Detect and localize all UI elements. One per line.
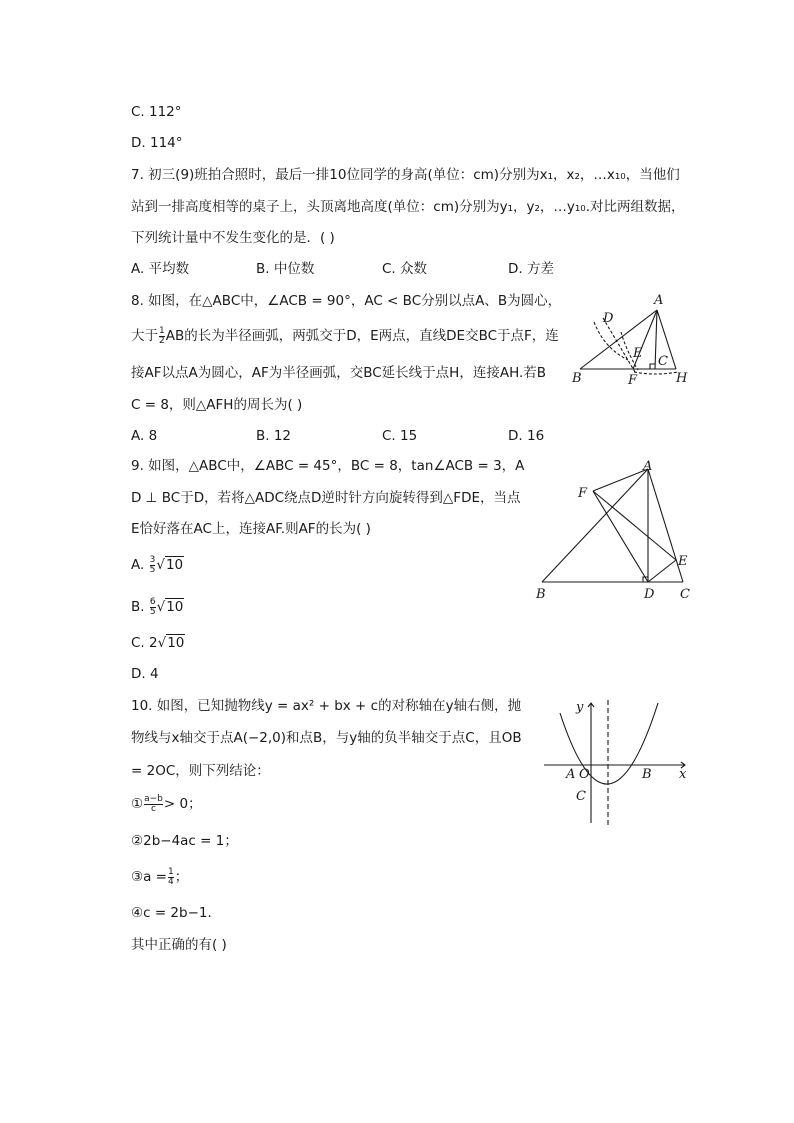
radicand: 10 [166,599,184,615]
q9-option-c [131,632,185,654]
label-o: O [579,767,590,782]
q8-text-line-2 [131,325,559,347]
fraction-numerator: a−b [144,793,163,804]
fraction-numerator: 3 [149,554,156,565]
label-b: B [642,767,652,782]
q7-text-line-2: 站到一排高度相等的桌子上，头顶离地高度(单位：cm)分别为y₁，y₂，…y₁₀.对比两组数据， [131,199,685,215]
label-d: D [644,587,655,602]
label-c: C [576,789,586,804]
q6-option-d: D. 114° [131,135,183,151]
q9-option-b-label: B. [131,599,145,615]
q10-conclusion-1 [131,793,202,815]
fraction-denominator: c [144,804,163,814]
label-x: x [679,767,687,782]
arc-fh [634,372,678,374]
q8-text-line-1: 8. 如图，在△ABC中，∠ACB = 90°，AC < BC分别以点A、B为圆心， [131,293,562,309]
q6-option-c: C. 112° [131,104,182,120]
label-b: B [572,371,582,386]
q10-question-ask: 其中正确的有( ) [131,937,227,953]
q8-line2-prefix: 大于 [131,328,158,344]
sqrt-sign: √ [157,635,167,651]
q9-option-a [131,554,184,576]
label-y: y [576,700,584,715]
sqrt-sign: √ [156,557,165,573]
q9-geometry-figure [526,455,696,605]
label-f: F [578,486,588,501]
q7-option-d: D. 方差 [508,261,554,277]
q8-text-line-4: C = 8，则△AFH的周长为( ) [131,397,303,413]
sqrt-sign: √ [156,599,166,615]
label-c: C [680,587,690,602]
one-half-fraction [159,327,165,346]
fraction-numerator: 1 [159,325,165,336]
q10-conclusion-4: ④c = 2b−1. [131,905,212,921]
q9-option-c-label: C. 2 [131,635,158,651]
q7-text-line-1: 7. 初三(9)班拍合照时，最后一排10位同学的身高(单位：cm)分别为x₁，x₂，…x₁₀，当他们 [131,167,680,183]
q10-c3-rest: ； [174,869,189,885]
q8-geometry-figure [566,290,706,390]
q10-parabola-figure [540,695,695,830]
q9-text-line-1: 9. 如图，△ABC中，∠ABC = 45°，BC = 8，tan∠ACB = 3，A [131,458,525,474]
label-a: A [643,459,653,474]
q8-option-a: A. 8 [131,428,158,444]
q7-option-b: B. 中位数 [256,261,315,277]
q9-option-a-fraction [150,556,156,575]
label-a: A [654,293,664,308]
radicand: 10 [165,557,184,573]
fraction-denominator: 2 [159,335,165,346]
segment-fa [593,469,648,491]
q9-text-line-2: D ⊥ BC于D，若将△ADC绕点D逆时针方向旋转得到△FDE，当点 [131,490,521,506]
q10-text-line-2: 物线与x轴交于点A(−2,0)和点B，与y轴的负半轴交于点C，且OB [131,730,522,746]
fraction-denominator: 4 [167,876,174,887]
q8-option-c: C. 15 [382,428,418,444]
right-angle-mark [650,364,655,369]
q10-c3-prefix: ③a = [131,869,167,885]
label-c: C [658,354,668,369]
label-b: B [536,587,546,602]
q7-option-c: C. 众数 [382,261,428,277]
q10-text-line-3: = 2OC，则下列结论： [131,763,270,779]
segment-fe [593,491,676,560]
q8-option-b: B. 12 [256,428,292,444]
q9-option-b-fraction [150,598,156,617]
circled-number-1: ① [131,796,144,812]
q10-conclusion-2: ②2b−4ac = 1； [131,833,238,849]
label-a: A [566,767,576,782]
fraction-numerator: 1 [167,866,174,877]
label-e: E [633,346,643,361]
label-f: F [628,373,638,388]
q10-c1-fraction [144,795,163,814]
label-h: H [676,371,688,386]
q8-line2-rest: AB的长为半径画弧，两弧交于D，E两点，直线DE交BC于点F，连 [165,328,559,344]
label-e: E [678,554,688,569]
segment-fd [593,491,648,582]
q9-option-b [131,596,184,618]
fraction-denominator: 5 [149,564,156,575]
one-quarter-fraction [168,868,174,887]
q7-option-a: A. 平均数 [131,261,190,277]
segment-ba [542,469,648,582]
q10-c1-rest: > 0； [163,796,202,812]
q8-text-line-3: 接AF以点A为圆心，AF为半径画弧，交BC延长线于点H，连接AH.若B [131,365,547,381]
q7-text-line-3: 下列统计量中不发生变化的是．( ) [131,230,335,246]
fraction-numerator: 6 [149,596,156,607]
radicand: 10 [167,635,185,651]
segment-ed [648,560,676,582]
q9-text-line-3: E恰好落在AC上，连接AF.则AF的长为( ) [131,521,371,537]
q9-option-a-label: A. [131,557,145,573]
segment-ac [655,310,657,369]
q9-option-d: D. 4 [131,666,159,682]
q10-conclusion-3 [131,866,188,888]
q8-option-d: D. 16 [508,428,545,444]
label-d: D [603,311,614,326]
q10-text-line-1: 10. 如图，已知抛物线y = ax² + bx + c的对称轴在y轴右侧，抛 [131,698,522,714]
fraction-denominator: 5 [149,606,156,617]
